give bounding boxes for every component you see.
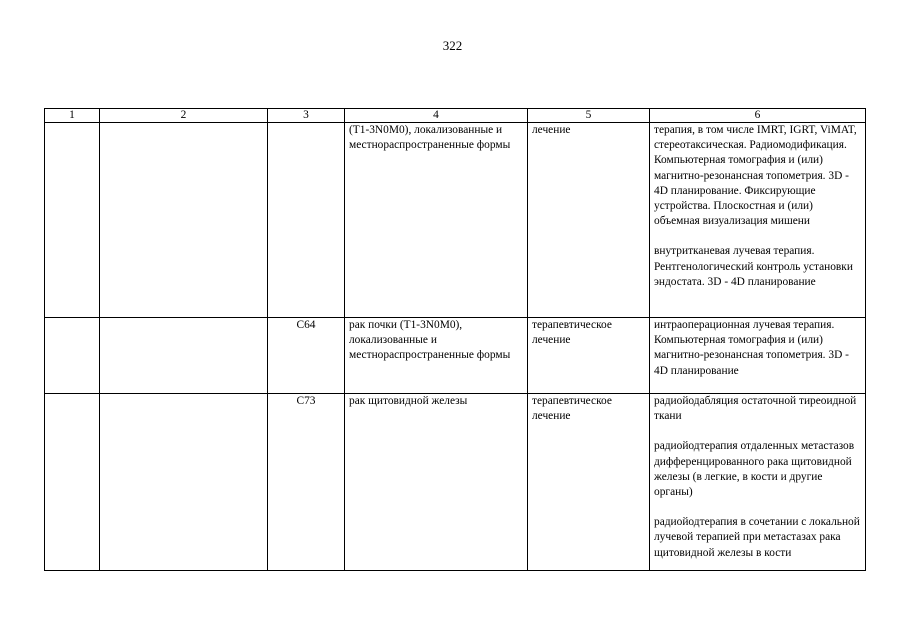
header-cell-4: 4 [345, 109, 528, 123]
treatment-type-cell: терапевтическое лечение [528, 318, 650, 394]
icd-code-cell [268, 123, 345, 318]
medical-care-table [44, 108, 866, 571]
header-cell-2: 2 [100, 109, 268, 123]
table-row [45, 318, 866, 394]
row-number-cell [45, 123, 100, 318]
diagnosis-cell: (T1-3N0M0), локализованные и местнораспространенные формы [345, 123, 528, 318]
treatment-type-cell: лечение [528, 123, 650, 318]
treatment-methods-cell [650, 394, 866, 571]
care-type-cell [100, 394, 268, 571]
header-cell-5: 5 [528, 109, 650, 123]
method-text: терапия, в том числе IMRT, IGRT, ViMAT, стереотаксическая. Радиомодификация. Компьютерная томография и (или) магнитно-резонансная топометрия. 3D - 4D планирование. Фиксирующие устройства. Плоскостная и (или) объемная визуализация мишени [654, 124, 857, 228]
icd-code-cell: C73 [268, 394, 345, 571]
care-type-cell [100, 318, 268, 394]
table-row [45, 394, 866, 571]
diagnosis-cell: рак щитовидной железы [345, 394, 528, 571]
method-text: интраоперационная лучевая терапия. Компьютерная томография и (или) магнитно-резонансная топометрия. 3D - 4D планирование [654, 319, 849, 377]
table-header-row [45, 109, 866, 123]
row-number-cell [45, 394, 100, 571]
row-number-cell [45, 318, 100, 394]
method-text: радиойодабляция остаточной тиреоидной ткани [654, 395, 857, 423]
treatment-type-cell: терапевтическое лечение [528, 394, 650, 571]
treatment-methods-cell [650, 318, 866, 394]
header-cell-3: 3 [268, 109, 345, 123]
header-cell-6: 6 [650, 109, 866, 123]
table-row [45, 123, 866, 318]
method-text: радиойодтерапия отдаленных метастазов дифференцированного рака щитовидной железы (в легкие, в кости и другие органы) [654, 440, 855, 499]
diagnosis-cell: рак почки (T1-3N0M0), локализованные и местнораспространенные формы [345, 318, 528, 394]
page-number: 322 [442, 38, 463, 53]
icd-code-cell: C64 [268, 318, 345, 394]
header-cell-1: 1 [45, 109, 100, 123]
method-text: радиойодтерапия в сочетании с локальной лучевой терапией при метастазах рака щитовидной железы в кости [654, 516, 860, 559]
method-text: внутритканевая лучевая терапия. Рентгенологический контроль установки эндостата. 3D - 4D планирование [654, 245, 853, 288]
care-type-cell [100, 123, 268, 318]
treatment-methods-cell [650, 123, 866, 318]
